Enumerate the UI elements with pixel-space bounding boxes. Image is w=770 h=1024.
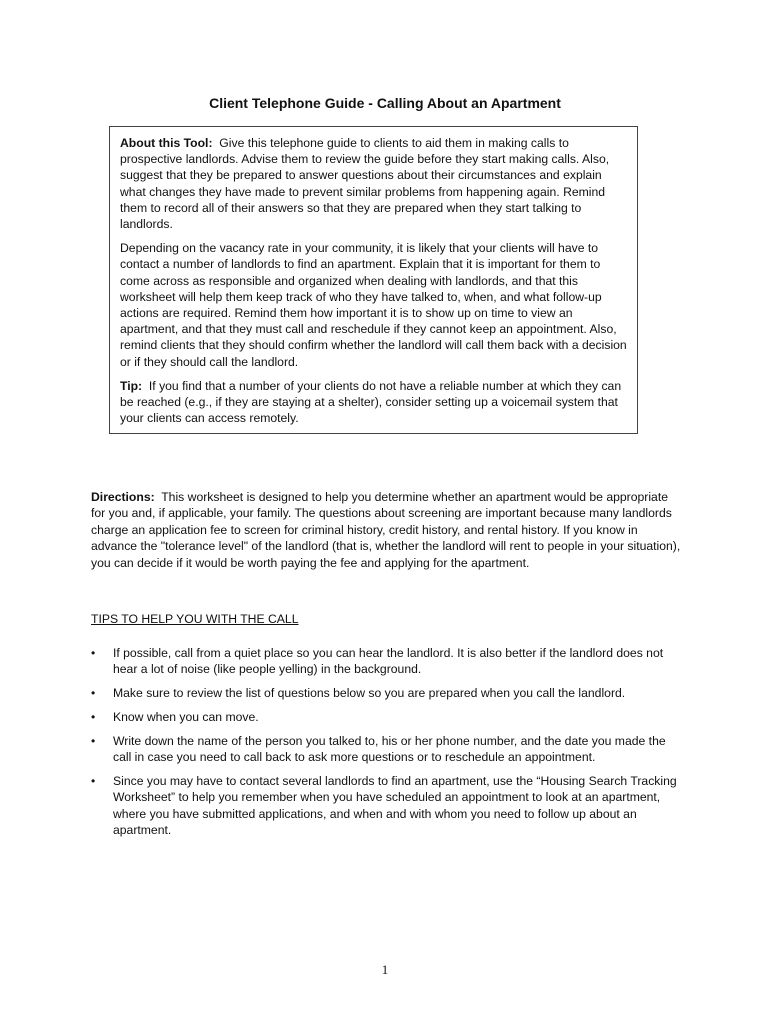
directions-label: Directions: <box>91 490 155 504</box>
bullet-icon: • <box>91 710 96 724</box>
vacancy-paragraph: Depending on the vacancy rate in your community, it is likely that your clients will have to contact a number of landlords to find an apartment. Explain that it is important for them to come across as responsible and organized when dealing with landlords, and that this worksheet will help them keep track of who they have talked to, when, and what follow-up actions are required. Remind them how important it is to show up on time to view an apartment, and that they must call and reschedule if they cannot keep an appointment. Also, remind clients that they should confirm whether the landlord will call them back with a decision or if they should call the landlord. <box>120 241 627 369</box>
tip-paragraph <box>120 378 628 427</box>
bullet-icon: • <box>91 733 96 748</box>
list-item <box>91 709 685 725</box>
list-item-text: Make sure to review the list of questions below so you are prepared when you call the landlord. <box>113 686 626 701</box>
list-item-text: Write down the name of the person you talked to, his or her phone number, and the date you made the call in case you need to call back to ask more questions or to reschedule an appointment. <box>113 733 666 765</box>
document-title: Client Telephone Guide - Calling About an Apartment <box>209 95 561 111</box>
directions-paragraph <box>91 489 681 571</box>
list-item-text: If possible, call from a quiet place so you can hear the landlord. It is also better if the landlord does not hear a lot of noise (like people yelling) in the background. <box>113 646 664 677</box>
bullet-icon: • <box>91 686 96 701</box>
list-item-text: Since you may have to contact several landlords to find an apartment, use the “Housing Search Tracking Worksheet” to help you remember when you have scheduled an appointment to look at an apartment, where you have submitted applications, and when and with whom you need to follow up about an apartment. <box>113 774 677 838</box>
bullet-icon: • <box>91 646 96 660</box>
bullet-icon: • <box>91 774 96 788</box>
list-item <box>91 685 685 701</box>
list-item <box>91 645 685 678</box>
about-label: About this Tool: <box>120 136 213 150</box>
directions-text: This worksheet is designed to help you determine whether an apartment would be appropriate for you and, if applicable, your family. The questions about screening are important because many landlords charge an application fee to screen for criminal history, credit history, and rental history. If you know in advance the "tolerance level" of the landlord (that is, whether the landlord will rent to people in your situation), you can decide if it would be worth paying the fee and applying for the apartment. <box>91 490 681 570</box>
about-paragraph <box>120 135 628 232</box>
about-tool-box <box>109 126 638 434</box>
tips-heading: TIPS TO HELP YOU WITH THE CALL <box>91 612 299 626</box>
list-item <box>91 733 685 766</box>
list-item-text: Know when you can move. <box>113 710 259 724</box>
about-text: Give this telephone guide to clients to aid them in making calls to prospective landlords. Advise them to review the guide before they start making calls. Also, suggest that they be prepared to answer questions about their circumstances and explain what changes they have made to prevent similar problems from happening again. Remind them to record all of their answers so that they are prepared when they start talking to landlords. <box>120 136 610 232</box>
page-number: 1 <box>381 962 389 977</box>
tip-label: Tip: <box>120 378 143 393</box>
tip-text: If you find that a number of your clients do not have a reliable number at which they can be reached (e.g., if they are staying at a shelter), consider setting up a voicemail system that your clients can access remotely. <box>120 378 622 426</box>
list-item <box>91 773 685 839</box>
tips-list <box>91 645 685 846</box>
